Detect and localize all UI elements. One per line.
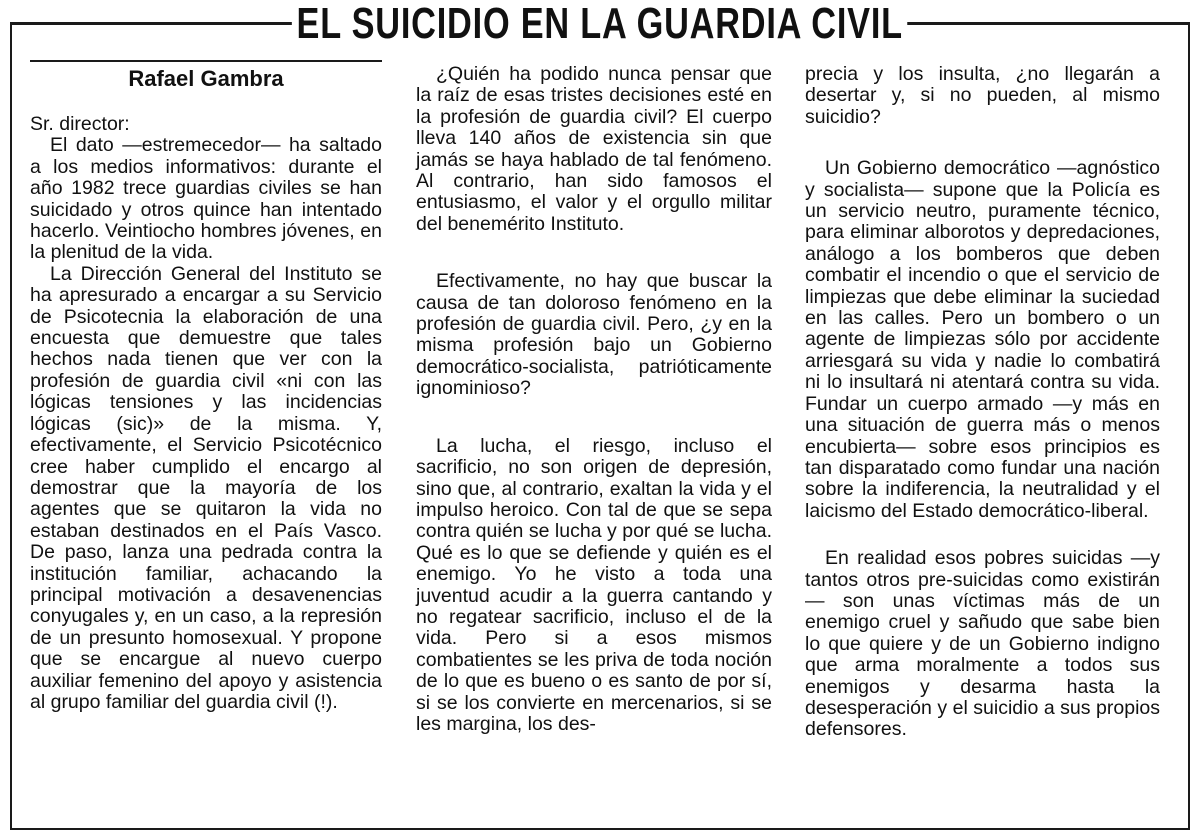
column-1-paragraph-2: La Dirección General del Instituto se ha apresurado a encargar a su Servicio de Psicotecnia la elaboración de una encuesta que demuestre que tales hechos nada tienen que ver con la profesión de guardia civil «ni con las lógicas tensiones y las incidencias lógicas (sic)» de la misma. Y, efectivamente, el Servicio Psicotécnico cree haber cumplido el encargo al demostrar que la mayoría de los agentes que se quitaron la vida no estaban destinados en el País Vasco. De paso, lanza una pedrada contra la institución familiar, achacando la principal motivación a desavenencias conyugales y, en un caso, a la represión de un presunto homosexual. Y propone que se encargue al nuevo cuerpo auxiliar femenino del apoyo y asistencia al grupo familiar del guardia civil (!). xyxy=(30,262,382,713)
column-3-paragraph-3: En realidad esos pobres suicidas —y tantos otros pre-suicidas como existirán— son unas víctimas más de un enemigo cruel y sañudo que sabe bien lo que quiere y de un Gobierno indigno que arma moralmente a todos sus enemigos y desarma hasta la desesperación y el suicidio a sus propios defensores. xyxy=(805,547,1160,741)
column-3-paragraph-1: precia y los insulta, ¿no llegarán a desertar y, si no pueden, al mismo suicidio? xyxy=(805,63,1160,128)
column-2 xyxy=(416,64,772,735)
column-1 xyxy=(30,60,382,713)
byline-rule xyxy=(30,60,382,62)
column-2-paragraph-3: La lucha, el riesgo, incluso el sacrificio, no son origen de depresión, sino que, al contrario, exaltan la vida y el impulso heroico. Con tal de que se sepa contra quién se lucha y por qué se lucha. Qué es lo que se defiende y quién es el enemigo. Yo he visto a toda una juventud acudir a la guerra cantando y no regatear sacrificio, incluso el de la vida. Pero si a esos mismos combatientes se les priva de toda noción de lo que es bueno o es santo de por sí, si se los convierte en mercenarios, si se les margina, los des- xyxy=(416,434,772,735)
column-2-paragraph-2: Efectivamente, no hay que buscar la causa de tan doloroso fenómeno en la profesión de guardia civil. Pero, ¿y en la misma profesión bajo un Gobierno democrático-socialista, patrióticamente ignominioso? xyxy=(416,270,772,400)
article-headline: EL SUICIDIO EN LA GUARDIA CIVIL xyxy=(292,0,908,50)
column-1-paragraph-1: El dato —estremecedor— ha saltado a los medios informativos: durante el año 1982 trece guardias civiles se han suicidado y otros quince han intentado hacerlo. Veintiocho hombres jóvenes, en la plenitud de la vida. xyxy=(30,134,382,264)
headline-container xyxy=(0,0,1200,50)
greeting: Sr. director: xyxy=(30,113,130,135)
column-3 xyxy=(805,64,1160,741)
author-byline: Rafael Gambra xyxy=(128,66,284,91)
column-2-paragraph-1: ¿Quién ha podido nunca pensar que la raíz de esas tristes decisiones esté en la profesión de guardia civil? El cuerpo lleva 140 años de existencia sin que jamás se haya hablado de tal fenómeno. Al contrario, han sido famosos el entusiasmo, el valor y el orgullo militar del benemérito Instituto. xyxy=(416,63,772,235)
column-3-paragraph-2: Un Gobierno democrático —agnóstico y socialista— supone que la Policía es un servicio neutro, puramente técnico, para eliminar alborotos y depredaciones, análogo a los bomberos que deben combatir el incendio o que el servicio de limpiezas que debe eliminar la suciedad en las calles. Pero un bombero o un agente de limpiezas sólo por accidente arriesgará su vida y nadie lo combatirá ni lo insultará ni atentará contra su vida. Fundar un cuerpo armado —y más en una situación de guerra más o menos encubierta— sobre esos principios es tan disparatado como fundar una nación sobre la indiferencia, la neutralidad y el laicismo del Estado democrático-liberal. xyxy=(805,157,1160,522)
headline-bar xyxy=(0,0,1200,52)
